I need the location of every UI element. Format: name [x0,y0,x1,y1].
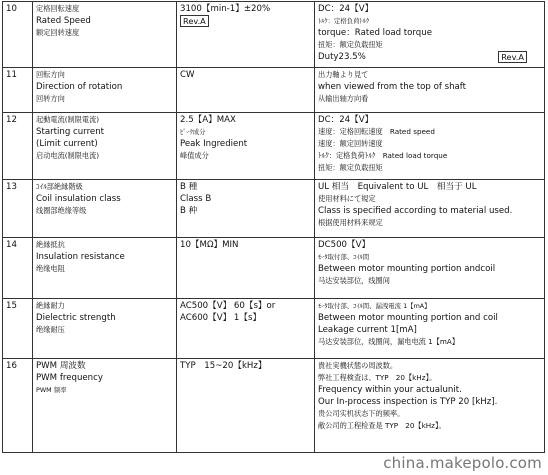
watermark: china.makepolo.com [383,454,542,472]
value-cell [177,359,315,453]
table-row [3,238,545,299]
note-line: ﾄﾙｸ：定格負荷ﾄﾙｸ Rated load torque [318,151,448,160]
table-row [3,180,545,238]
item-name-en: PWM frequency [36,373,103,383]
item-cell [33,113,177,180]
note-line: Class is specified according to material used. [318,206,513,216]
value-line: 10【MΩ】MIN [180,240,239,250]
value-line: 2.5【A】MAX [180,115,236,125]
note-line: DC：24【V】 [318,4,374,14]
value-line: ﾋﾟｰｸ成分 [180,128,206,136]
item-name-jp: 絶縁抵抗 [36,240,65,249]
note-line: 弊社工程検査は、TYP 20【kHz】。 [318,373,437,382]
note-line: 马达安装部位，线圈间，漏电电流 1【mA】 [318,337,459,346]
value-cell [177,68,315,113]
value-cell [177,299,315,359]
row-number: 16 [3,359,33,453]
note-line: Between motor mounting portion and coil [318,313,498,323]
item-name-en: Dielectric strength [36,313,116,323]
note-line: 使用材料にて規定 [318,194,376,203]
table-row [3,2,545,68]
note-line: 出力軸より見て [318,70,369,79]
item-name-cn: 线圈部绝缘等级 [36,206,87,215]
table-row [3,113,545,180]
note-line: Between motor mounting portion andcoil [318,264,496,274]
note-cell [315,2,545,68]
note-line: 速度：额定回转速度 [318,139,383,148]
note-line: Leakage current 1[mA] [318,325,417,335]
item-name-jp: 絶縁耐力 [36,301,65,310]
item-name-cn: 绝缘耐压 [36,325,65,334]
revision-box: Rev.A [180,15,209,27]
note-cell [315,238,545,299]
value-line: AC600【V】 1【s】 [180,313,262,323]
item-cell [33,238,177,299]
note-line: torque：Rated load torque [318,28,432,38]
note-cell [315,359,545,453]
row-number: 10 [3,2,33,68]
value-line: B 種 [180,182,198,192]
table-row [3,359,545,453]
note-line: when viewed from the top of shaft [318,82,467,92]
table-row [3,299,545,359]
table-row [3,68,545,113]
item-cell [33,68,177,113]
item-name-en: Direction of rotation [36,82,123,92]
note-cell [315,113,545,180]
item-name-jp: 回転方向 [36,70,65,79]
value-line: 峰值成分 [180,151,209,160]
value-cell [177,113,315,180]
item-name-cn: 额定回转速度 [36,28,80,37]
note-line: Frequency within your actualunit. [318,385,462,395]
note-line: UL 相当 Equivalent to UL 相当于 UL [318,182,477,192]
item-name-en: (Limit current) [36,139,98,149]
note-line: DC：24【V】 [318,115,374,125]
row-number: 14 [3,238,33,299]
note-line: 扭矩：额定负载扭矩 [318,163,383,172]
item-name-jp: ｺｲﾙ部絶縁階級 [36,182,83,191]
value-line: CW [180,70,195,80]
item-cell [33,359,177,453]
note-line: 贵公司实机状态下的频率。 [318,409,405,418]
row-number: 15 [3,299,33,359]
item-cell [33,299,177,359]
item-name-cn: PWM 频率 [36,386,67,394]
note-line: 扭矩：额定负载扭矩 [318,40,383,49]
value-cell [177,180,315,238]
note-line: 马达安装部位，线圈间 [318,276,390,285]
value-line: AC500【V】 60【s】or [180,301,276,311]
note-line: ﾓｰﾀ取付部、ｺｲﾙ間、漏洩電流 1【mA】 [318,302,431,310]
item-name-cn: 回转方向 [36,94,65,103]
item-name-en: Starting current [36,127,105,137]
note-line: DC500【V】 [318,240,371,250]
spec-table [2,1,545,453]
item-cell [33,2,177,68]
note-line: 速度：定格回転速度 Rated speed [318,127,435,136]
note-line: 从输出轴方向看 [318,94,369,103]
value-line: TYP 15~20【kHz】 [180,361,267,371]
row-number: 12 [3,113,33,180]
note-line: 根据使用材料来规定 [318,218,383,227]
item-name-cn: 绝缘电阻 [36,264,65,273]
item-name-jp: 定格回転速度 [36,4,80,13]
value-cell [177,238,315,299]
item-name-en: Rated Speed [36,16,91,26]
revision-box: Rev.A [498,51,527,63]
note-line: 敝公司的工程检查是 TYP 20【kHz】。 [318,421,446,430]
value-line: 3100【min-1】±20% [180,4,271,14]
note-line: Our In-process inspection is TYP 20 [kHz]. [318,397,498,407]
note-cell [315,68,545,113]
note-cell [315,299,545,359]
row-number: 11 [3,68,33,113]
item-name-jp: 起動電流(制限電流) [36,115,100,124]
note-line: Duty23.5% [318,52,366,62]
note-line: ﾓｰﾀ取付部、ｺｲﾙ間 [318,253,370,261]
value-line: B 种 [180,206,198,216]
value-line: Class B [180,194,212,204]
note-cell [315,180,545,238]
item-name-jp: PWM 周波数 [36,361,86,371]
item-name-en: Insulation resistance [36,252,125,262]
note-line: 貴社実機状態の周波数。 [318,361,398,370]
note-line: ﾄﾙｸ：定格負荷ﾄﾙｸ [318,17,370,25]
item-name-cn: 启动电流(制限电流) [36,151,100,160]
item-name-en: Coil insulation class [36,194,121,204]
item-cell [33,180,177,238]
row-number: 13 [3,180,33,238]
value-line: Peak Ingredient [180,139,248,149]
value-cell [177,2,315,68]
